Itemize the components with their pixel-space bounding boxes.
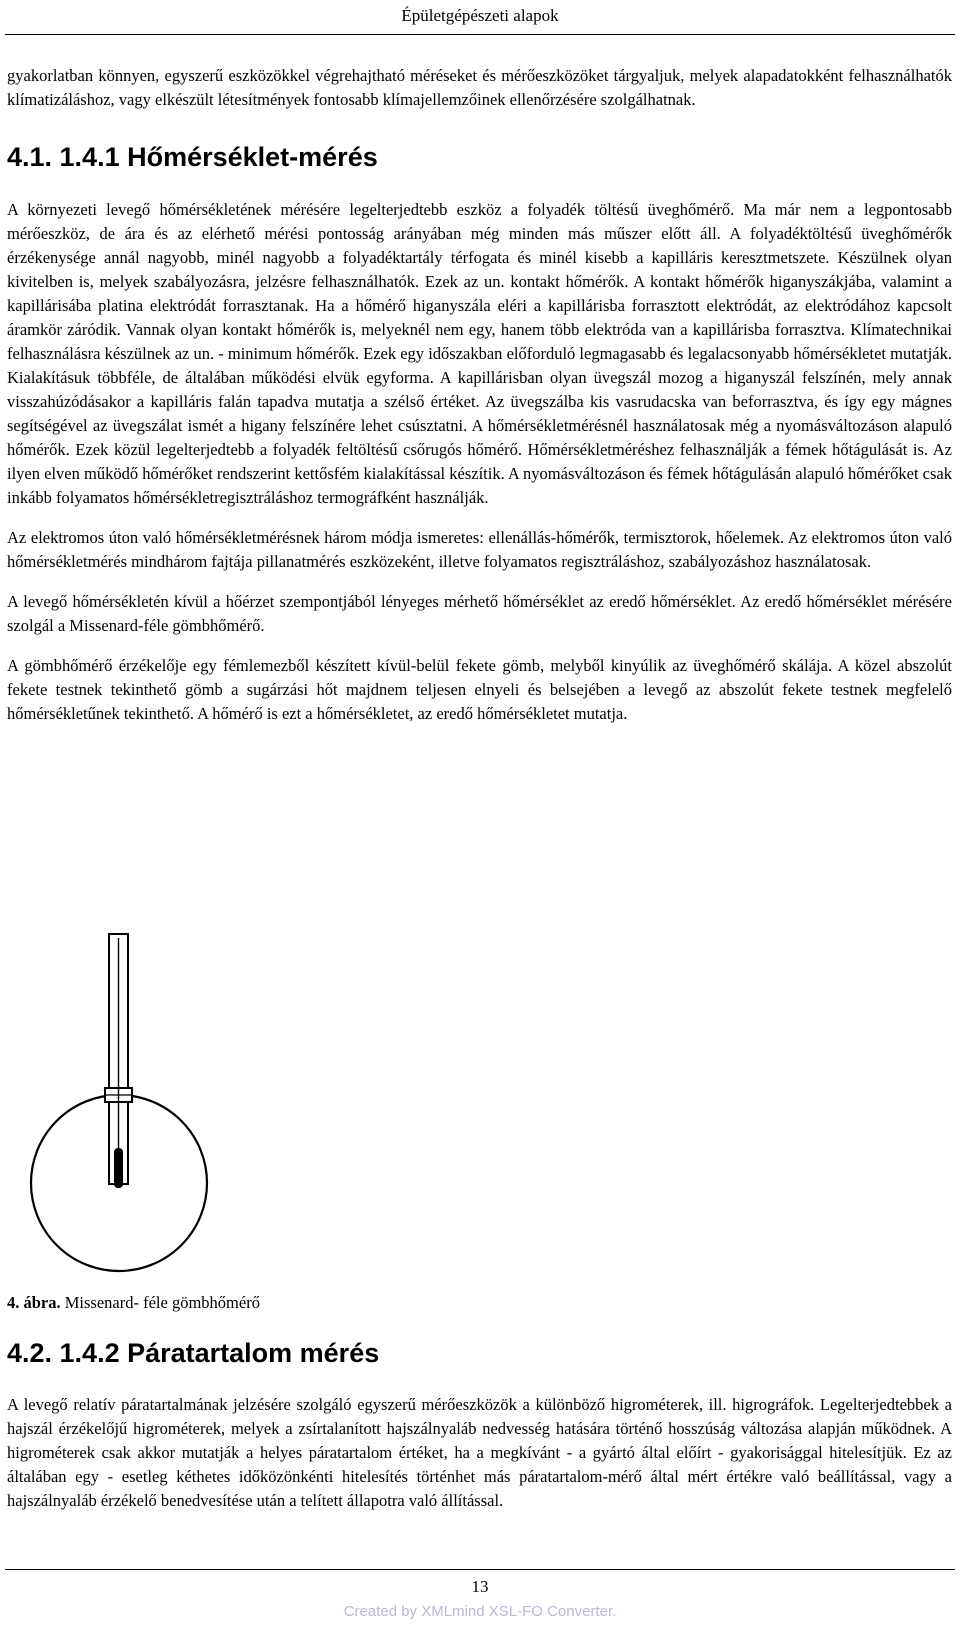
figure-caption: [7, 1293, 260, 1313]
main-text: [7, 64, 952, 726]
footer-rule: [5, 1569, 955, 1570]
paragraph-temperature-2: Az elektromos úton való hőmérsékletmérésnek három módja ismeretes: ellenállás-hőmérők, termisztorok, hőelemek. Az elektromos úton való hőmérsékletmérés mindhárom fajtája pillanatmérés eszközeként, illetve folyamatos regisztráláshoz, szabályozáshoz használatosak.: [7, 528, 952, 571]
page-number: 13: [471, 1577, 489, 1596]
figure-caption-text: Missenard- féle gömbhőmérő: [60, 1293, 260, 1312]
humidity-text: [7, 1393, 952, 1513]
intro-paragraph: gyakorlatban könnyen, egyszerű eszközökkel végrehajtható méréseket és mérőeszközöket tárgyaljuk, melyek alapadatokként felhasználhatók klímatizáláshoz, vagy elkészült létesítmények fontosabb klímajellemzőinek ellenőrzésére szolgálhatnak.: [7, 66, 952, 109]
globe-thermometer-figure: [26, 924, 216, 1284]
header-rule: [5, 34, 955, 35]
figure-caption-label: 4. ábra.: [7, 1293, 61, 1312]
paragraph-temperature-4: A gömbhőmérő érzékelője egy fémlemezből készített kívül-belül fekete gömb, melyből kinyúlik az üveghőmérő skálája. A közel abszolút fekete testnek tekinthető gömb a sugárzási hőt majdnem teljesen elnyeli és belsejében a levegő az abszolút fekete testnek megfelelő hőmérsékletűnek tekinthető. A hőmérő is ezt a hőmérsékletet, az eredő hőmérsékletet mutatja.: [7, 656, 952, 723]
section-heading-humidity: 4.2. 1.4.2 Páratartalom mérés: [7, 1338, 380, 1368]
running-header: Épületgépészeti alapok: [401, 6, 559, 25]
generator-note: Created by XMLmind XSL-FO Converter.: [343, 1603, 617, 1620]
thermometer-bulb: [114, 1148, 123, 1188]
paragraph-humidity-1: A levegő relatív páratartalmának jelzésére szolgáló egyszerű mérőeszközök a különböző higrométerek, ill. higrográfok. Legelterjedtebbek a hajszál érzékelőjű higrométerek, melyek a zsírtalanított hajszálnyaláb nedvesség hatására történő hosszúság változása alapján működnek. A higrométerek csak akkor mutatják a helyes páratartalom értéket, ha a megkívánt - a gyártó által előírt - gyakorisággal hitelesítjük. Ez az általában egy - esetleg kéthetes időközönkénti hitelesítés történhet más páratartalom-mérő által mért értékre való beállítással, vagy a hajszálnyaláb érzékelő benedvesítése után a telített állapotra való állítással.: [7, 1395, 952, 1510]
paragraph-temperature-1: A környezeti levegő hőmérsékletének mérésére legelterjedtebb eszköz a folyadék töltésű üveghőmérő. Ma már nem a legpontosabb mérőeszköz, de ára és az elérhető mérési pontosság arányában még minden más műszer előtt áll. A folyadéktöltésű üveghőmérők érzékenysége annál nagyobb, minél nagyobb a folyadéktartály térfogata és minél kisebb a kapilláris keresztmetszete. Készülnek olyan kivitelben is, melyek szabályozásra, jelzésre felhasználhatók. Ezek az un. kontakt hőmérők. A kontakt hőmérők higanyszákjába, valamint a kapillárisába platina elektródát forrasztanak. Ha a hőmérő higanyszála eléri a kapillárisba forrasztott elektródát, az elektródához kapcsolt áramkör záródik. Vannak olyan kontakt hőmérők is, melyeknél nem egy, hanem több elektróda van a kapillárisba forrasztva. Klímatechnikai felhasználásra készülnek az un. - minimum hőmérők. Ezek egy időszakban előforduló legmagasabb és legalacsonyabb hőmérsékletet mutatják. Kialakításuk többféle, de általában működési elvük egyforma. A kapillárisban olyan üvegszál mozog a higanyszál felszínén, mely annak visszahúzódásakor a kapilláris falán tapadva mutatja a szélső értéket. Az üvegszálba kis vasrudacska van beforrasztva, és így egy mágnes segítségével az üvegszálat ismét a higany felszínére lehet csúsztatni. A hőmérsékletmérésnél használatosak még a nyomásváltozáson alapuló hőmérők. Ezek közül legelterjedtebb a folyadék feltöltésű csőrugós hőmérő. Hőmérsékletméréshez felhasználják a fémek hőtágulását is. Az ilyen elven működő hőmérőket rendszerint kettősfém kialakítással készítik. A nyomásváltozáson és fémek hőtágulásán alapuló hőmérőket csak inkább folyamatos hőmérsékletregisztráláshoz termográfként használják.: [7, 200, 952, 507]
paragraph-temperature-3: A levegő hőmérsékletén kívül a hőérzet szempontjából lényeges mérhető hőmérséklet az eredő hőmérséklet. Az eredő hőmérséklet mérésére szolgál a Missenard-féle gömbhőmérő.: [7, 592, 952, 635]
section-heading-temperature: 4.1. 1.4.1 Hőmérséklet-mérés: [7, 142, 378, 172]
